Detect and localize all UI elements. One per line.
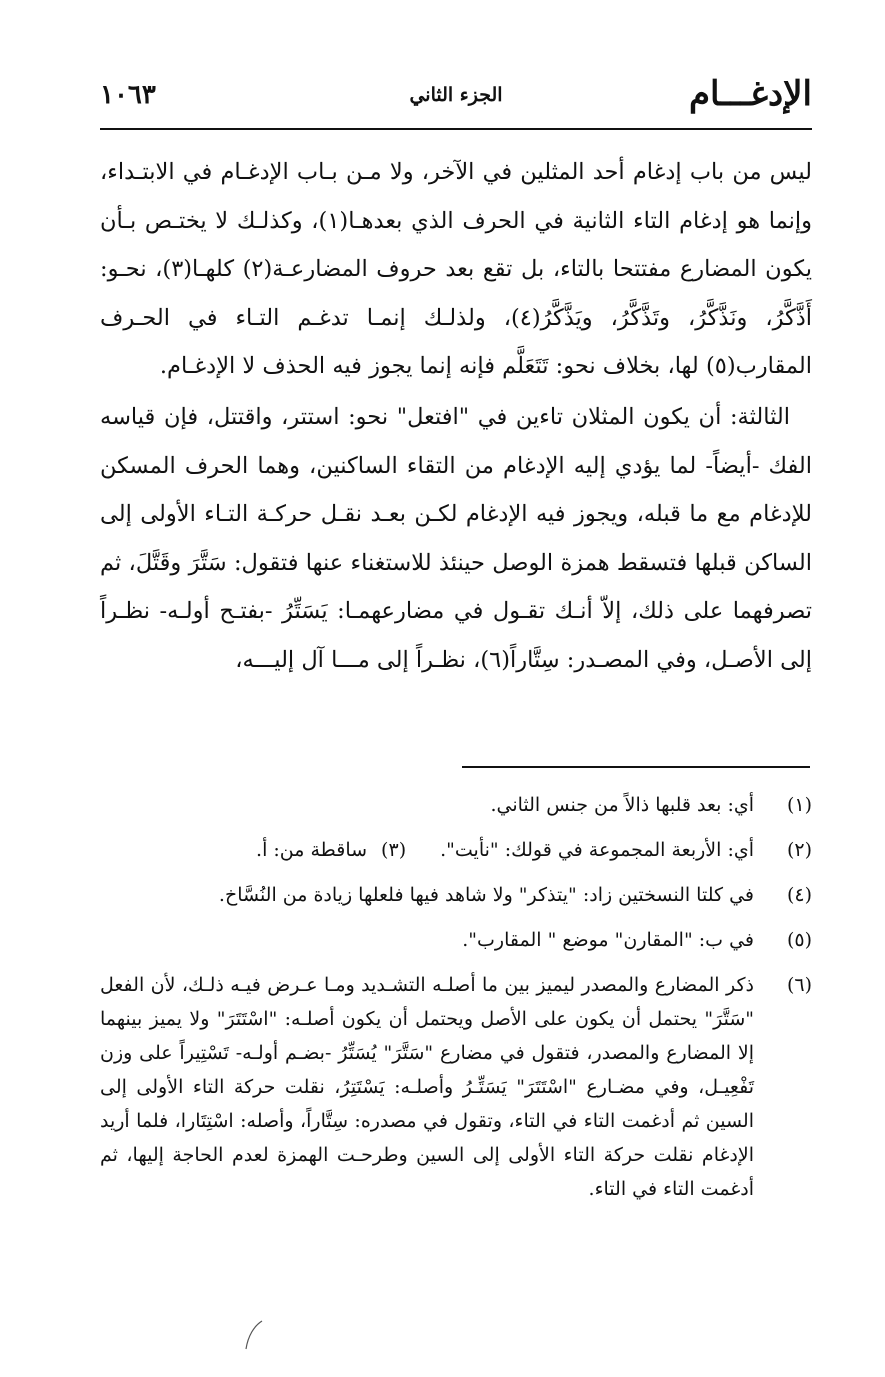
footnote-text: أي: بعد قلبها ذالاً من جنس الثاني. [490,794,754,816]
footnote-text: في كلتا النسختين زاد: "يتذكر" ولا شاهد فيها فلعلها زيادة من النُسَّاخ. [218,884,754,906]
footnote-number: (٢) [786,839,812,861]
paragraph-2: الثالثة: أن يكون المثلان تاءين في "افتعل" نحو: استتر، واقتتل، فإن قياسه الفك -أيضاً- لما يؤدي إليه الإدغام من التقاء الساكنين، وهما الحرف المسكن للإدغام مع ما قبله، ويجوز فيه الإدغام لكـن بعـد نقـل حركـة التـاء الأولى إلى الساكن قبلها فتسقط همزة الوصل حينئذ للاستغناء عنها فتقول: سَتَّرَ وقَتَّلَ، ثم تصرفهما على ذلك، إلاّ أنـك تقـول في مضارعهمـا: يَسَتِّرُ -بفتـح أولـه- نظـراً إلى الأصـل، وفي المصـدر: سِتَّاراً(٦)، نظـراً إلى مـــا آل إليـــه، [100,403,812,673]
footnote-number: (٥) [786,929,812,951]
page-header [100,70,812,130]
chapter-title: الإدغـــام [688,74,812,114]
footnote-1 [100,788,812,822]
pen-stroke-mark [240,1318,270,1352]
footnote-6 [100,968,812,1206]
footnote-number: (٤) [786,884,812,906]
header-rule [100,128,812,130]
footnote-text: أي: الأربعة المجموعة في قولك: "نأيت". [440,839,754,861]
footnote-text: ذكر المضارع والمصدر ليميز بين ما أصلـه التشـديد ومـا عـرض فيـه ذلـك، لأن الفعل "سَتَّرَ" يحتمل أن يكون على الأصل ويحتمل أن يكون أصلـه: "اسْتَتَرَ" ولا يميز بينهما إلا المضارع والمصدر، فتقول في مضارع "سَتَّرَ" يُسَتِّرُ -بضـم أولـه- تَسْتِيراً على وزن تَفْعِيـل، وفي مضـارع "اسْتَتَرَ" يَسَتِّـرُ وأصلـه: يَسْتَتِرُ، نقلت حركة التاء الأولى إلى السين ثم أدغمت التاء في التاء، وتقول في مصدره: سِتَّاراً، وأصله: اسْتِتَارا، فلما أريد الإدغام نقلت حركة التاء الأولى إلى السين وطرحـت الهمزة لعدم الحاجة إليها، ثم أدغمت التاء في التاء. [100,974,754,1200]
footnote-5 [100,923,812,957]
footnote-4 [100,878,812,912]
footnote-number: (١) [786,794,812,816]
footnote-2 [100,833,812,867]
main-text [100,148,812,685]
footnote-text: ساقطة من: أ. [256,839,368,861]
footnote-rule [462,766,810,768]
footnotes [100,788,812,1217]
footnote-number: (٦) [786,974,812,996]
footnote-text: في ب: "المقارن" موضع " المقارب". [462,929,754,951]
page-number: ١٠٦٣ [100,80,156,110]
paragraph-1: ليس من باب إدغام أحد المثلين في الآخر، ولا مـن بـاب الإدغـام في الابتـداء، وإنما هو إدغام التاء الثانية في الحرف الذي بعدهـا(١)، وكذلـك لا يختـص بـأن يكون المضارع مفتتحا بالتاء، بل تقع بعد حروف المضارعـة(٢) كلهـا(٣)، نحـو: أَذَّكَّرُ، ونَذَّكَّرُ، وتَذَّكَّرُ، ويَذَّكَّرُ(٤)، ولذلـك إنمـا تدغـم التـاء في الحـرف المقارب(٥) لها، بخلاف نحو: تَتَعَلَّم فإنه إنما يجوز فيه الحذف لا الإدغـام. [100,159,813,380]
part-title: الجزء الثاني [409,84,503,106]
footnote-number: (٣) [381,839,407,861]
